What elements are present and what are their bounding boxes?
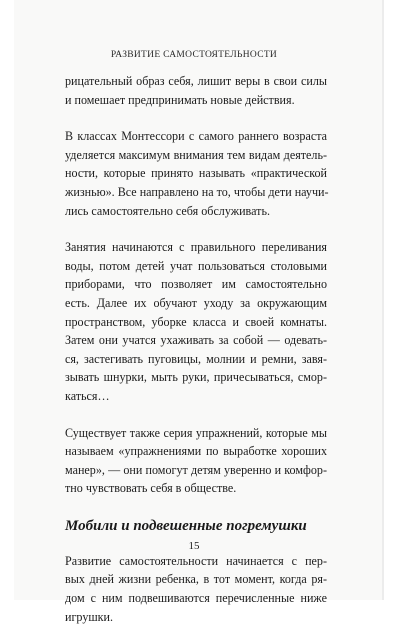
text-line: вых дней жизни ребенка, в тот момент, когда ря-: [65, 572, 327, 587]
text-line: и помешает предпринимать новые действия.: [65, 92, 295, 107]
book-page: [14, 0, 384, 624]
text-line: уделяется максимум внимания тем видам деятель-: [65, 147, 327, 162]
section-heading: Мобили и подвешенные погремушки: [65, 517, 307, 534]
paragraph-3: [65, 238, 327, 405]
text-line: каться…: [65, 388, 110, 403]
text-line: Существует также серия упражнений, которые мы: [65, 425, 327, 440]
paragraph-1: [65, 72, 327, 109]
text-line: называем «упражнениями по выработке хороших: [65, 444, 327, 459]
text-line: жизнью». Все направлено на то, чтобы дети научи-: [65, 184, 329, 199]
section-paragraph: [65, 552, 327, 626]
paragraph-2: [65, 127, 327, 220]
text-line: тно чувствовать себя в обществе.: [65, 481, 237, 496]
text-line: воды, потом детей учат пользоваться столовыми: [65, 258, 327, 273]
page-body: [65, 72, 327, 644]
paragraph-4: [65, 424, 327, 498]
page-number: 15: [188, 540, 200, 552]
text-line: В классах Монтессори с самого раннего возраста: [65, 129, 327, 144]
text-line: Затем они учатся ухаживать за собой — одевать-: [65, 333, 327, 348]
text-line: есть. Далее их обучают уходу за окружающим: [65, 295, 327, 310]
text-line: ности, которые принято называть «практической: [65, 166, 327, 181]
text-line: пространством, уборке класса и своей комнаты.: [65, 314, 327, 329]
text-line: Занятия начинаются с правильного переливания: [65, 240, 327, 255]
text-line: зывать шнурки, мыть руки, причесываться, смор-: [65, 370, 327, 385]
text-line: лись самостоятельно себя обслуживать.: [65, 203, 270, 218]
text-line: игрушки.: [65, 609, 114, 624]
text-line: рицательный образ себя, лишит веры в свои силы: [65, 74, 327, 88]
running-header: РАЗВИТИЕ САМОСТОЯТЕЛЬНОСТИ: [110, 50, 278, 60]
text-line: манер», — они помогут детям уверенно и комфор-: [65, 462, 327, 477]
text-line: ся, застегивать пуговицы, молнии и ремни, завя-: [65, 351, 327, 366]
text-line: приборами, что позволяет им самостоятельно: [65, 277, 327, 292]
text-line: дом с ним подвешиваются перечисленные ниже: [65, 591, 327, 606]
text-line: Развитие самостоятельности начинается с пер-: [65, 553, 327, 568]
